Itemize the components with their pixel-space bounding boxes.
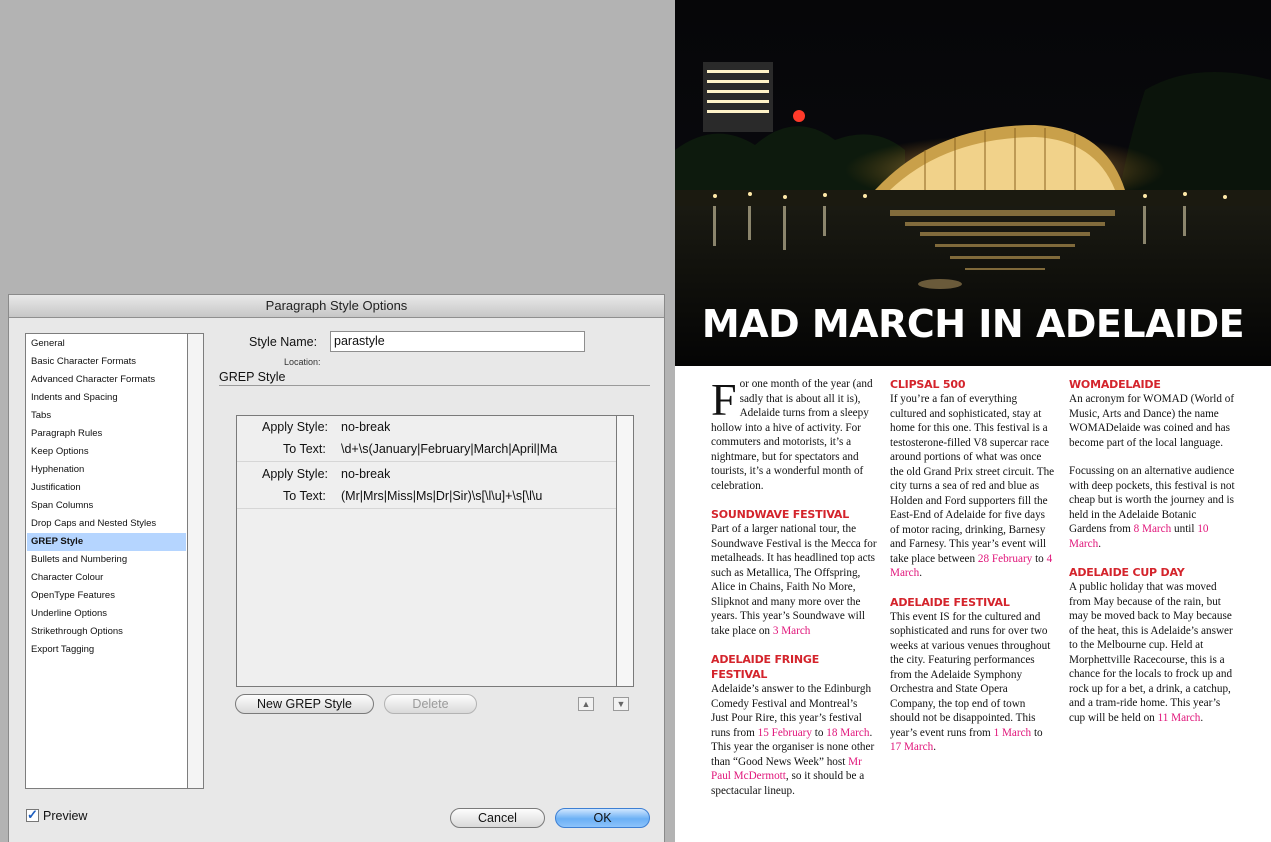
date-highlight: 15 February (757, 726, 812, 739)
womad-paragraph-1: An acronym for WOMAD (World of Music, Arts and Dance) the name WOMADelaide was coined and has become part of the local language. (1069, 393, 1235, 449)
womad-paragraph-2: Focussing on an alternative audience with deep pockets, this festival is not cheap but is worth the journey and is held in the Adelaide Botanic Gardens from 8 March until 10 March. (1069, 465, 1235, 550)
dialog-title: Paragraph Style Options (9, 295, 664, 318)
to-text-value[interactable]: (Mr|Mrs|Miss|Ms|Dr|Sir)\s[\l\u]+\s[\l\u (341, 489, 543, 503)
category-item[interactable]: Underline Options (31, 608, 108, 619)
ok-button[interactable]: OK (555, 808, 650, 828)
grep-style-section-title: GREP Style (219, 370, 286, 384)
grep-style-row[interactable] (237, 416, 616, 462)
date-highlight: 17 March (890, 741, 934, 753)
category-item[interactable]: Advanced Character Formats (31, 374, 156, 385)
preview-label: Preview (43, 809, 88, 823)
new-grep-style-button[interactable]: New GREP Style (235, 694, 374, 714)
style-name-input[interactable]: parastyle (330, 331, 585, 352)
category-item[interactable]: Paragraph Rules (31, 428, 103, 439)
category-item[interactable]: Strikethrough Options (31, 626, 123, 637)
page-headline: MAD MARCH IN ADELAIDE (701, 302, 1245, 346)
category-item[interactable]: Basic Character Formats (31, 356, 137, 367)
category-item[interactable]: Hyphenation (31, 464, 85, 475)
paragraph-style-options-dialog (8, 294, 665, 842)
date-highlight: 8 March (1133, 523, 1172, 535)
category-item[interactable]: Span Columns (31, 500, 94, 511)
to-text-value[interactable]: \d+\s(January|February|March|April|Ma (341, 442, 558, 456)
date-highlight: 11 March (1157, 711, 1201, 724)
grep-style-list[interactable] (236, 415, 617, 687)
clipsal-paragraph: If you’re a fan of everything cultured and sophisticated, stay at home for this one. This festival is a testosterone-filled V8 supercar race around portions of what was once the old Grand Prix street circuit. The city turns a sea of red and blue as Holden and Ford supporters fill the East-End of Adelaide for five days of motor racing, drinking, Barnesy and Farnesy. This year’s event will take place between 28 February to 4 March. (890, 393, 1055, 579)
date-highlight: 4 March (890, 552, 1053, 579)
category-item[interactable]: Keep Options (31, 446, 89, 457)
preview-checkbox[interactable] (26, 809, 39, 822)
grep-style-row[interactable] (237, 463, 616, 509)
intro-paragraph: For one month of the year (and sadly that is about all it is), Adelaide turns from a sleepy hollow into a hive of activity. For commuters and motorists, it’s a nightmare, but for spectators and tourists, it’s a wonderful month of celebration. (711, 374, 873, 492)
name-highlight: Mr Paul McDermott (711, 755, 862, 782)
checkmark-icon: ✓ (27, 807, 38, 822)
category-item[interactable]: Justification (31, 482, 81, 493)
section-divider (219, 385, 650, 386)
cup-paragraph: A public holiday that was moved from May because of the rain, but may be moved back to May because of the heat, this is Adelaide’s answer to the Melbourne cup. Held at Morphettville Racecourse, this is a chance for the locals to frock up and rock up for a bet, a drink, a catchup, and a tram-ride home. This year’s cup will be held on 11 March. (1069, 581, 1233, 724)
category-item[interactable]: Indents and Spacing (31, 392, 118, 403)
date-highlight: 1 March (993, 726, 1032, 739)
document-page (675, 0, 1271, 842)
date-highlight: 28 February (977, 552, 1033, 565)
festival-paragraph: This event IS for the cultured and sophisticated and runs for over two weeks at various venues throughout the city. Featuring performances from the Adelaide Symphony Orchestra and State Opera Company, the top end of town should not be disappointed. This year’s event runs from 1 March to 17 March. (890, 610, 1051, 753)
to-text-label: To Text: (283, 489, 326, 503)
soundwave-paragraph: Part of a larger national tour, the Soundwave Festival is the Mecca for metalheads. It has headlined top acts such as Metallica, The Offspring, Alice in Chains, Faith No More, Slipknot and many more over the years. This year’s Soundwave will take place on 3 March (711, 523, 877, 637)
category-item[interactable]: Drop Caps and Nested Styles (31, 518, 157, 529)
category-item[interactable]: Tabs (31, 410, 52, 421)
apply-style-value[interactable]: no-break (341, 467, 391, 481)
category-item[interactable]: Character Colour (31, 572, 104, 583)
apply-style-label: Apply Style: (262, 420, 329, 434)
apply-style-label: Apply Style: (262, 467, 329, 481)
category-item[interactable]: Export Tagging (31, 644, 95, 655)
delete-button[interactable]: Delete (384, 694, 477, 714)
article-column-3 (1069, 377, 1235, 739)
fringe-paragraph: Adelaide’s answer to the Edinburgh Comedy Festival and Montreal’s Just Pour Rire, this year’s festival runs from 15 February to 18 March. This year the organiser is none other than “Good News Week” host Mr Paul McDermott, so it should be a spectacular lineup. (711, 683, 875, 797)
move-down-icon[interactable]: ▼ (613, 697, 629, 711)
adelaide-night-photo (675, 0, 1271, 366)
category-item[interactable]: OpenType Features (31, 590, 115, 601)
article-column-2 (890, 377, 1056, 769)
date-highlight: 3 March (772, 624, 811, 637)
heading-clipsal: CLIPSAL 500 (890, 378, 966, 391)
article-column-1 (711, 374, 877, 812)
drop-cap: F (711, 374, 737, 425)
style-name-label: Style Name: (249, 335, 318, 349)
to-text-label: To Text: (283, 442, 326, 456)
category-item[interactable]: General (31, 338, 65, 349)
cancel-button[interactable]: Cancel (450, 808, 545, 828)
heading-cup-day: ADELAIDE CUP DAY (1069, 566, 1185, 579)
heading-adelaide-festival: ADELAIDE FESTIVAL (890, 595, 1010, 609)
category-item[interactable]: Bullets and Numbering (31, 554, 128, 565)
heading-womadelaide: WOMADELAIDE (1069, 378, 1161, 391)
apply-style-value[interactable]: no-break (341, 420, 391, 434)
grep-list-scrollbar[interactable] (617, 415, 634, 687)
heading-soundwave: SOUNDWAVE FESTIVAL (711, 508, 850, 521)
heading-fringe: ADELAIDE FRINGE FESTIVAL (711, 653, 820, 681)
category-list-scrollbar[interactable] (188, 333, 204, 789)
category-item[interactable]: GREP Style (27, 533, 186, 551)
date-highlight: 10 March (1069, 523, 1209, 550)
date-highlight: 18 March (826, 726, 870, 739)
category-list[interactable] (25, 333, 188, 789)
location-label: Location: (284, 357, 321, 367)
move-up-icon[interactable]: ▲ (578, 697, 594, 711)
